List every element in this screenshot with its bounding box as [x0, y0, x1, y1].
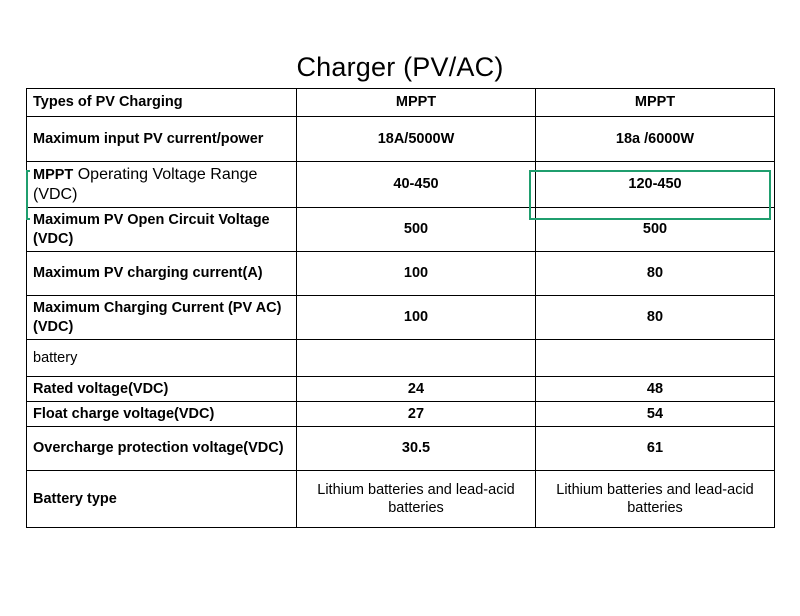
table-row	[27, 427, 775, 471]
table-row	[27, 471, 775, 528]
row-value-col2: 18A/5000W	[297, 117, 536, 162]
row-label: Maximum PV charging current(A)	[27, 252, 297, 296]
row-value-col3: 80	[536, 252, 775, 296]
row-value-col2: 500	[297, 208, 536, 252]
row-value-col2: 27	[297, 402, 536, 427]
table-row	[27, 296, 775, 340]
row-value-col3: 18a /6000W	[536, 117, 775, 162]
specification-table	[26, 88, 775, 528]
row-value-col3: 80	[536, 296, 775, 340]
table-row	[27, 208, 775, 252]
row-label: Overcharge protection voltage(VDC)	[27, 427, 297, 471]
row-value-col3: 54	[536, 402, 775, 427]
table-row	[27, 252, 775, 296]
section-label: battery	[27, 340, 297, 377]
row-value-col3: 48	[536, 377, 775, 402]
row-label: Rated voltage(VDC)	[27, 377, 297, 402]
row-label	[27, 162, 297, 208]
row-value-col2: Lithium batteries and lead-acid batteries	[297, 471, 536, 528]
row-label-bold: MPPT	[33, 166, 74, 183]
row-value-col2: 40-450	[297, 162, 536, 208]
row-label: Maximum PV Open Circuit Voltage (VDC)	[27, 208, 297, 252]
table-row-mppt-range	[27, 162, 775, 208]
row-label: Float charge voltage(VDC)	[27, 402, 297, 427]
row-label-regular: Operating Voltage Range (VDC)	[33, 165, 258, 203]
row-value-col3: 500	[536, 208, 775, 252]
row-value-col2: 30.5	[297, 427, 536, 471]
row-value-col3: 61	[536, 427, 775, 471]
table-row	[27, 117, 775, 162]
row-value-col3: Lithium batteries and lead-acid batteries	[536, 471, 775, 528]
row-value-col2: 100	[297, 296, 536, 340]
row-value-col3: MPPT	[536, 89, 775, 117]
row-value-col3	[536, 340, 775, 377]
row-label: Maximum Charging Current (PV AC) (VDC)	[27, 296, 297, 340]
row-value-col3: 120-450	[536, 162, 775, 208]
row-label: Battery type	[27, 471, 297, 528]
row-value-col2: 24	[297, 377, 536, 402]
row-label: Maximum input PV current/power	[27, 117, 297, 162]
row-label: Types of PV Charging	[27, 89, 297, 117]
row-value-col2: 100	[297, 252, 536, 296]
table-row	[27, 402, 775, 427]
table-row	[27, 377, 775, 402]
specification-table-wrapper	[26, 88, 774, 528]
page-title: Charger (PV/AC)	[296, 52, 504, 82]
row-value-col2	[297, 340, 536, 377]
table-row-section	[27, 340, 775, 377]
table-row-header	[27, 89, 775, 117]
row-value-col2: MPPT	[297, 89, 536, 117]
